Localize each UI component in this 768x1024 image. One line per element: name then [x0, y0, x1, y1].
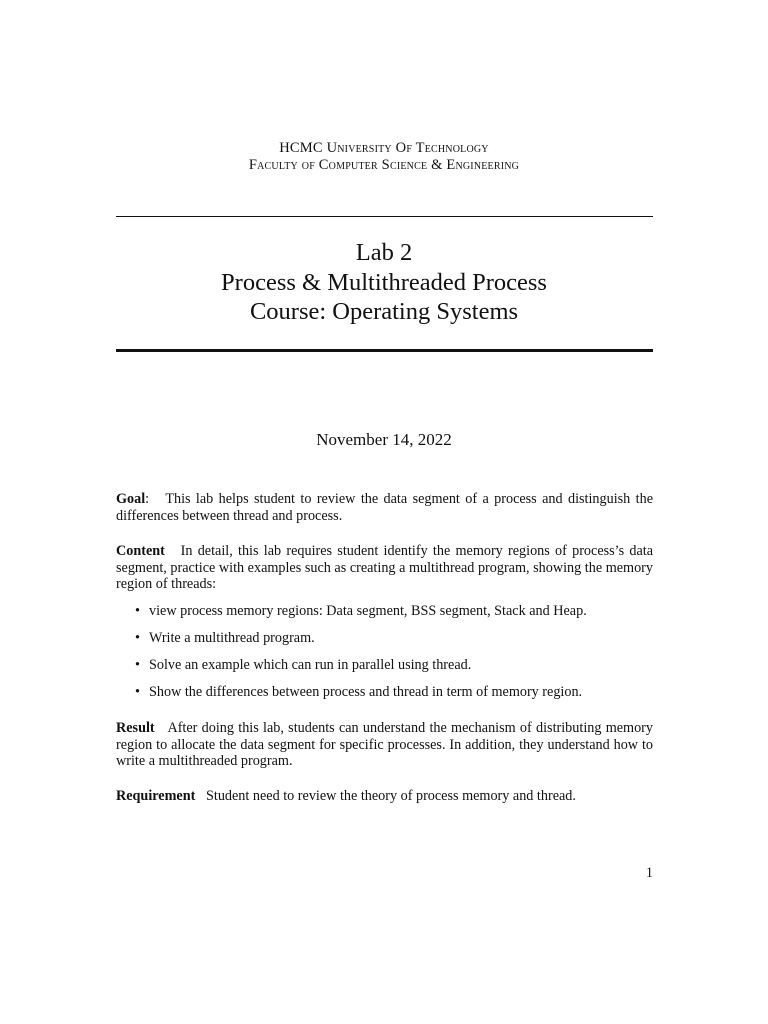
- bullet-icon: •: [135, 630, 140, 646]
- list-item: • Show the differences between process and thread in term of memory region.: [135, 684, 583, 700]
- requirement-text: Student need to review the theory of process memory and thread.: [205, 788, 576, 804]
- document-header: [0, 140, 768, 174]
- result-text: After doing this lab, students can understand the mechanism of distributing memory region to allocate the data segment for specific processes. In addition, they understand how to write a multithreaded program.: [116, 720, 653, 769]
- result-label: Result: [116, 720, 155, 736]
- lab-topic: Process & Multithreaded Process: [221, 268, 547, 296]
- requirement-paragraph: [116, 788, 653, 805]
- list-item: • Write a multithread program.: [135, 630, 315, 646]
- result-paragraph: [116, 720, 653, 770]
- bullet-icon: •: [135, 657, 140, 673]
- bottom-divider: [116, 349, 653, 352]
- list-item: • Solve an example which can run in parallel using thread.: [135, 657, 472, 673]
- title-block: [0, 238, 768, 327]
- top-divider: [116, 216, 653, 217]
- requirement-label: Requirement: [116, 788, 196, 804]
- bullet-icon: •: [135, 603, 140, 619]
- list-item: • view process memory regions: Data segment, BSS segment, Stack and Heap.: [135, 603, 587, 619]
- content-text: In detail, this lab requires student identify the memory regions of process’s data segment, practice with examples such as creating a multithread program, showing the memory region of threads:: [116, 543, 654, 592]
- bullet-icon: •: [135, 684, 140, 700]
- goal-text: This lab helps student to review the data segment of a process and distinguish the differences between thread and process.: [116, 491, 653, 524]
- faculty-name: Faculty of Computer Science & Engineering: [248, 157, 520, 173]
- lab-number: Lab 2: [355, 239, 413, 266]
- course-name: Course: Operating Systems: [249, 298, 519, 325]
- content-label: Content: [116, 543, 165, 559]
- goal-label: Goal: [116, 491, 146, 507]
- content-bullet-list: [116, 603, 653, 711]
- goal-paragraph: Goal: This lab helps student to review the data segment of a process and distinguish the differences between thread and process.: [116, 491, 653, 524]
- page-number: 1: [645, 865, 653, 881]
- university-name: HCMC University Of Technology: [279, 140, 489, 156]
- content-paragraph: [116, 543, 653, 593]
- document-date: November 14, 2022: [316, 430, 452, 449]
